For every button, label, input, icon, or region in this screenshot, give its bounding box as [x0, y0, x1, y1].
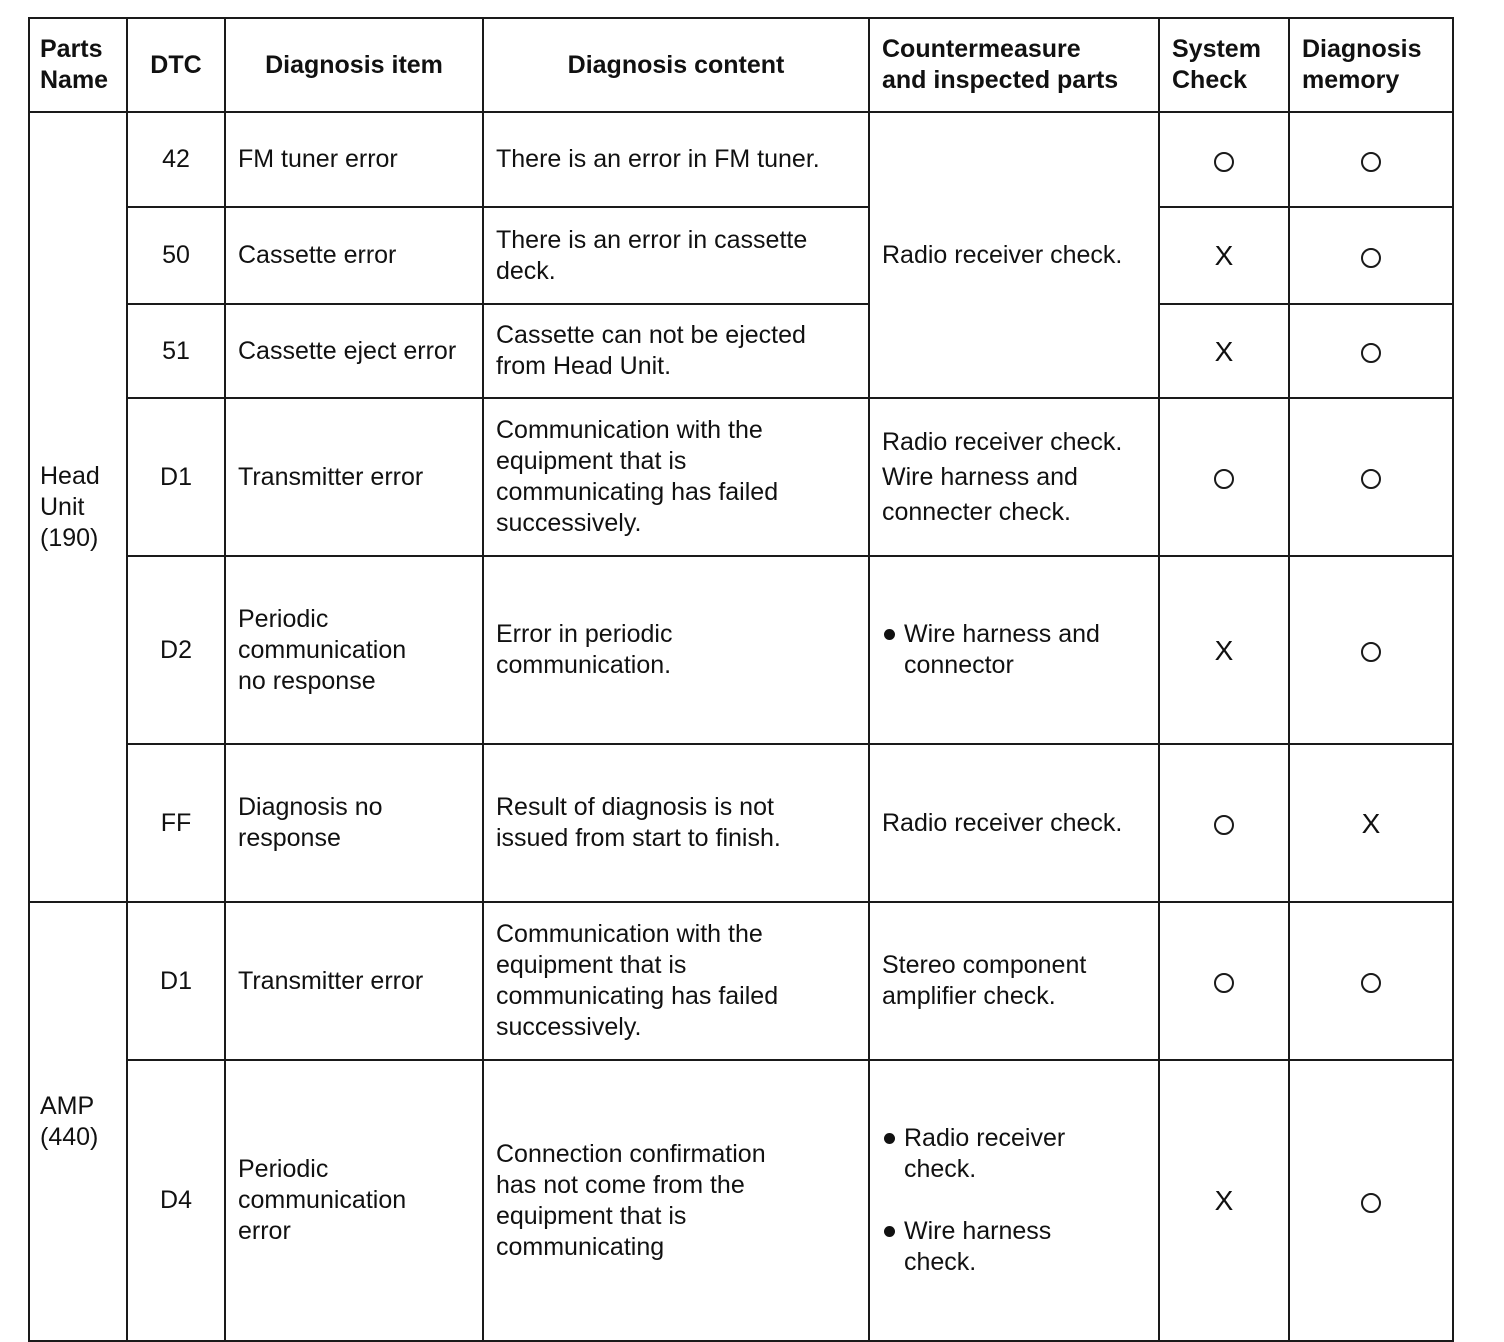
- circle-mark-icon: [1361, 248, 1381, 268]
- countermeasure: [869, 556, 1159, 744]
- diagnosis-content: Communication with the equipment that is communicating has failed successively.: [483, 902, 869, 1060]
- header-countermeasure: Countermeasure and inspected parts: [869, 18, 1159, 112]
- dtc-code: D2: [127, 556, 225, 744]
- header-diagnosis-item: Diagnosis item: [225, 18, 483, 112]
- circle-mark-icon: [1214, 152, 1234, 172]
- table-row: [29, 207, 1453, 304]
- system-check-mark: [1159, 1060, 1289, 1341]
- diagnosis-content: Error in periodic communication.: [483, 556, 869, 744]
- countermeasure: Radio receiver check.: [869, 112, 1159, 398]
- table-row: [29, 744, 1453, 902]
- countermeasure: Radio receiver check.: [869, 744, 1159, 902]
- diagnosis-memory-mark: [1289, 112, 1453, 207]
- circle-mark-icon: [1214, 469, 1234, 489]
- table-row: [29, 398, 1453, 556]
- x-mark: X: [1214, 335, 1234, 367]
- x-mark: X: [1214, 634, 1234, 666]
- dtc-code: D1: [127, 902, 225, 1060]
- system-check-mark: [1159, 207, 1289, 304]
- diagnosis-item: Periodic communication error: [225, 1060, 483, 1341]
- system-check-mark: [1159, 902, 1289, 1060]
- bullet-item: Wire harness check.: [882, 1216, 1146, 1278]
- countermeasure-bullets: [882, 1092, 1146, 1309]
- circle-mark-icon: [1361, 469, 1381, 489]
- x-mark: X: [1361, 807, 1381, 839]
- circle-mark-icon: [1361, 1193, 1381, 1213]
- diagnosis-item: FM tuner error: [225, 112, 483, 207]
- dtc-code: 42: [127, 112, 225, 207]
- header-row: [29, 18, 1453, 112]
- diagnosis-content: There is an error in FM tuner.: [483, 112, 869, 207]
- x-mark: X: [1214, 240, 1234, 271]
- system-check-mark: [1159, 556, 1289, 744]
- parts-name-amp: AMP (440): [29, 902, 127, 1341]
- circle-mark-icon: [1361, 343, 1381, 363]
- diagnosis-item: Transmitter error: [225, 398, 483, 556]
- diagnosis-item: Diagnosis no response: [225, 744, 483, 902]
- dtc-code: D1: [127, 398, 225, 556]
- countermeasure: Radio receiver check. Wire harness and connecter check.: [869, 398, 1159, 556]
- header-parts-name: Parts Name: [29, 18, 127, 112]
- circle-mark-icon: [1214, 815, 1234, 835]
- table-row: [29, 304, 1453, 398]
- diagnosis-memory-mark: [1289, 207, 1453, 304]
- circle-mark-icon: [1361, 152, 1381, 172]
- table-row: [29, 112, 1453, 207]
- diagnosis-memory-mark: [1289, 1060, 1453, 1341]
- system-check-mark: [1159, 398, 1289, 556]
- diagnosis-memory-mark: [1289, 902, 1453, 1060]
- bullet-item: Wire harness and connector: [882, 619, 1146, 681]
- x-mark: X: [1214, 1185, 1234, 1216]
- diagnosis-content: Result of diagnosis is not issued from start to finish.: [483, 744, 869, 902]
- bullet-item: Radio receiver check.: [882, 1123, 1146, 1185]
- diagnosis-memory-mark: [1289, 744, 1453, 902]
- dtc-code: FF: [127, 744, 225, 902]
- table-row: [29, 1060, 1453, 1341]
- dtc-code: 51: [127, 304, 225, 398]
- diagnosis-memory-mark: [1289, 304, 1453, 398]
- system-check-mark: [1159, 744, 1289, 902]
- header-diagnosis-memory: Diagnosis memory: [1289, 18, 1453, 112]
- diagnosis-memory-mark: [1289, 556, 1453, 744]
- dtc-code: 50: [127, 207, 225, 304]
- dtc-table: [28, 17, 1454, 1342]
- diagnosis-content: Communication with the equipment that is communicating has failed successively.: [483, 398, 869, 556]
- table-row: [29, 902, 1453, 1060]
- system-check-mark: [1159, 304, 1289, 398]
- header-dtc: DTC: [127, 18, 225, 112]
- parts-name-head-unit: Head Unit (190): [29, 112, 127, 902]
- circle-mark-icon: [1361, 642, 1381, 662]
- countermeasure: [869, 1060, 1159, 1341]
- circle-mark-icon: [1214, 973, 1234, 993]
- diagnosis-item: Cassette error: [225, 207, 483, 304]
- dtc-code: D4: [127, 1060, 225, 1341]
- header-diagnosis-content: Diagnosis content: [483, 18, 869, 112]
- diagnosis-item: Cassette eject error: [225, 304, 483, 398]
- diagnosis-memory-mark: [1289, 398, 1453, 556]
- system-check-mark: [1159, 112, 1289, 207]
- diagnosis-item: Transmitter error: [225, 902, 483, 1060]
- diagnosis-content: Connection confirmation has not come from the equipment that is communicating: [483, 1060, 869, 1341]
- countermeasure-bullets: [882, 588, 1146, 712]
- header-system-check: System Check: [1159, 18, 1289, 112]
- table-row: [29, 556, 1453, 744]
- circle-mark-icon: [1361, 973, 1381, 993]
- countermeasure: Stereo component amplifier check.: [869, 902, 1159, 1060]
- diagnosis-content: Cassette can not be ejected from Head Unit.: [483, 304, 869, 398]
- diagnosis-item: Periodic communication no response: [225, 556, 483, 744]
- diagnosis-content: There is an error in cassette deck.: [483, 207, 869, 304]
